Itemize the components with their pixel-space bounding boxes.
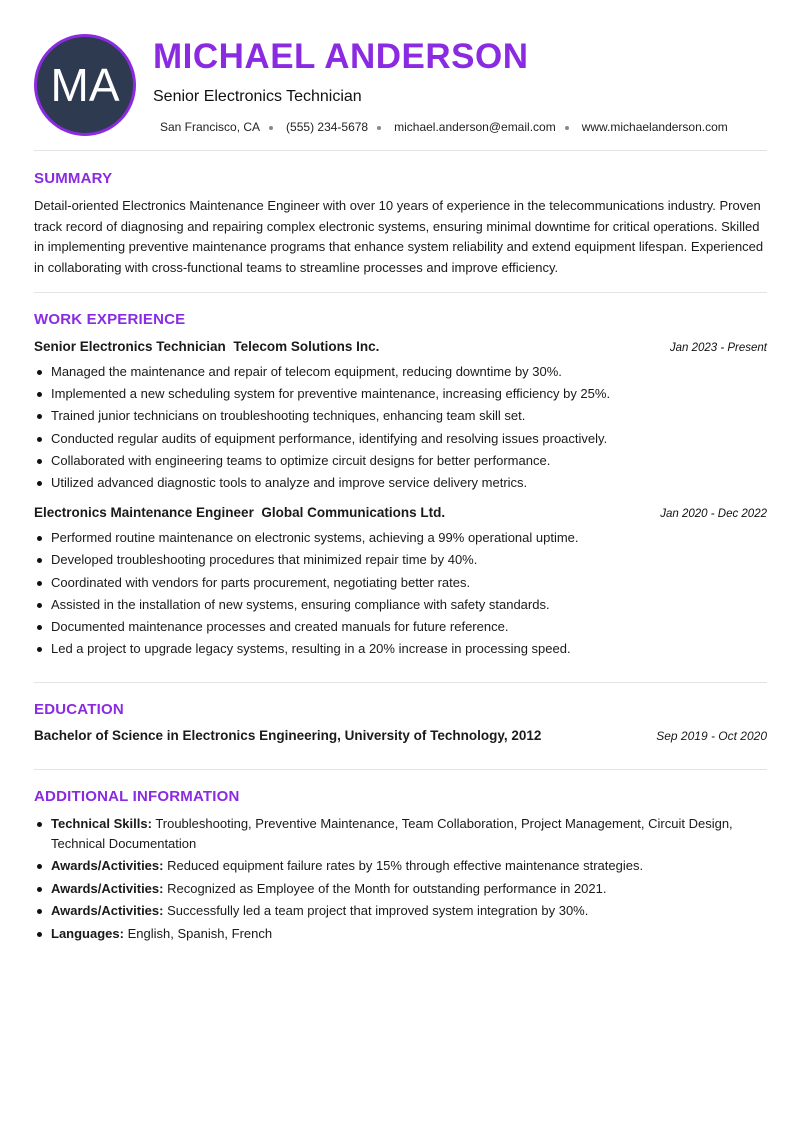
job-title: [34, 339, 379, 354]
job-header: [34, 505, 767, 520]
item-label: Languages:: [51, 925, 124, 941]
summary-text: Detail-oriented Electronics Maintenance Engineer with over 10 years of experience in the telecommunications industry. Proven track record of diagnosing and repairing complex electronic systems, ensuring minimal downtime for critical operations. Skilled in implementing preventive maintenance programs that enhance system reliability and extend equipment lifespan. Experienced in collaborating with cross-functional teams to streamline processes and improve efficiency.: [34, 198, 764, 275]
job-entry: [34, 505, 767, 660]
section-heading-summary: SUMMARY: [34, 170, 113, 187]
resume-header: [34, 0, 767, 151]
education-section: [34, 683, 767, 770]
list-item: Coordinated with vendors for parts procurement, negotiating better rates.: [34, 572, 767, 594]
contact-phone: (555) 234-5678: [286, 120, 369, 134]
item-text: Troubleshooting, Preventive Maintenance, Team Collaboration, Project Management, Circuit Design, Technical Documentation: [51, 816, 733, 851]
list-item: Trained junior technicians on troubleshooting techniques, enhancing team skill set.: [34, 405, 767, 427]
avatar: [34, 34, 136, 136]
job-bullets: [34, 527, 767, 660]
list-item: Assisted in the installation of new systems, ensuring compliance with safety standards.: [34, 594, 767, 616]
list-item: [34, 814, 767, 853]
separator-dot-icon: [269, 126, 273, 130]
item-text: Recognized as Employee of the Month for outstanding performance in 2021.: [167, 880, 607, 896]
item-text: Successfully led a team project that improved system integration by 30%.: [167, 903, 589, 919]
avatar-initials: MA: [50, 59, 120, 111]
additional-section: [34, 770, 767, 943]
section-heading-additional: ADDITIONAL INFORMATION: [34, 788, 240, 806]
contact-info: [160, 120, 744, 134]
list-item: [34, 901, 767, 921]
list-item: [34, 856, 767, 876]
job-dates: Jan 2020 - Dec 2022: [660, 508, 767, 521]
list-item: Managed the maintenance and repair of telecom equipment, reducing downtime by 30%.: [34, 361, 767, 383]
item-label: Awards/Activities:: [51, 903, 164, 919]
summary-section: [34, 151, 767, 293]
job-company: Global Communications Ltd.: [261, 505, 446, 521]
job-dates: Jan 2023 - Present: [669, 342, 767, 354]
separator-dot-icon: [377, 126, 381, 130]
list-item: Conducted regular audits of equipment performance, identifying and resolving issues proactively.: [34, 428, 767, 450]
item-label: Awards/Activities:: [51, 880, 164, 896]
item-text: English, Spanish, French: [127, 925, 273, 941]
job-role: Senior Electronics Technician: [34, 339, 226, 354]
education-entry: [34, 728, 767, 743]
list-item: [34, 924, 767, 944]
job-entry: [34, 339, 767, 494]
list-item: [34, 879, 767, 899]
job-company: Telecom Solutions Inc.: [233, 339, 380, 354]
item-label: Technical Skills:: [51, 816, 152, 832]
contact-website[interactable]: www.michaelanderson.com: [581, 120, 728, 134]
list-item: Led a project to upgrade legacy systems, resulting in a 20% increase in processing speed.: [34, 638, 767, 660]
list-item: Performed routine maintenance on electronic systems, achieving a 99% operational uptime.: [34, 527, 767, 549]
list-item: Documented maintenance processes and created manuals for future reference.: [34, 616, 767, 638]
list-item: Utilized advanced diagnostic tools to analyze and improve service delivery metrics.: [34, 472, 767, 494]
list-item: Implemented a new scheduling system for preventive maintenance, increasing efficiency by 25%.: [34, 383, 767, 405]
item-label: Awards/Activities:: [51, 858, 164, 874]
education-dates: Sep 2019 - Oct 2020: [656, 729, 767, 744]
candidate-name: MICHAEL ANDERSON: [153, 37, 529, 76]
section-heading-experience: WORK EXPERIENCE: [34, 311, 186, 328]
job-header: [34, 339, 767, 354]
list-item: Developed troubleshooting procedures that minimized repair time by 40%.: [34, 549, 767, 571]
contact-location: San Francisco, CA: [160, 120, 261, 134]
job-title: [34, 505, 445, 520]
item-text: Reduced equipment failure rates by 15% through effective maintenance strategies.: [167, 858, 644, 874]
separator-dot-icon: [565, 126, 569, 130]
candidate-title: Senior Electronics Technician: [153, 88, 362, 105]
job-role: Electronics Maintenance Engineer: [34, 505, 254, 521]
section-heading-education: EDUCATION: [34, 701, 124, 719]
contact-email[interactable]: michael.anderson@email.com: [394, 120, 556, 134]
job-bullets: [34, 361, 767, 494]
additional-list: [34, 814, 767, 943]
education-degree: Bachelor of Science in Electronics Engineering, University of Technology, 2012: [34, 728, 542, 744]
list-item: Collaborated with engineering teams to optimize circuit designs for better performance.: [34, 450, 767, 472]
experience-section: [34, 293, 767, 683]
